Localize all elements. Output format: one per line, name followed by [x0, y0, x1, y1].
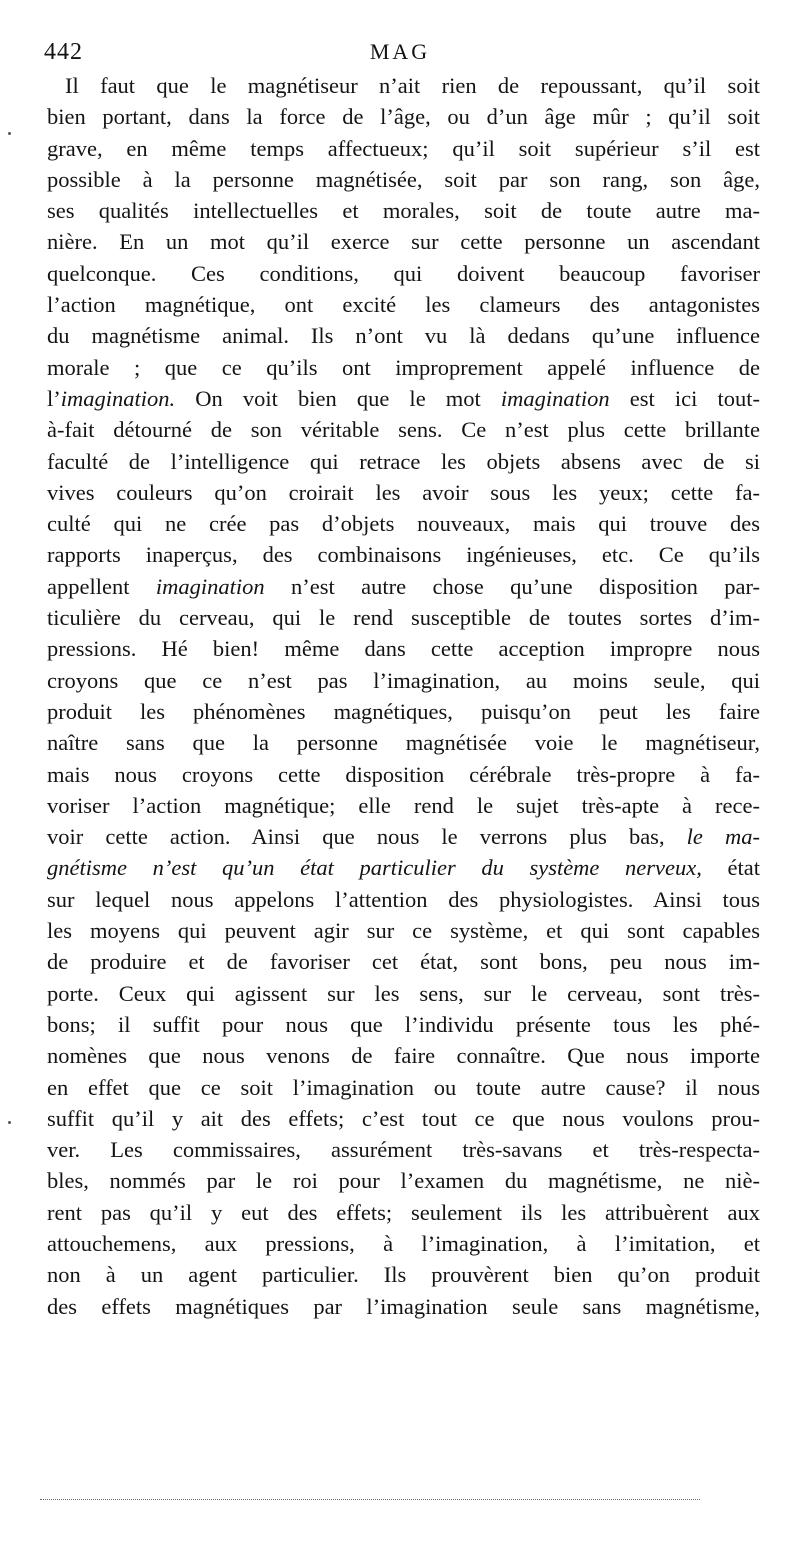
text-line	[47, 133, 760, 164]
text-segment: culté qui ne crée pas d’objets nouveaux, mais qui trouve des	[47, 511, 760, 537]
text-segment: voir cette action. Ainsi que nous le verrons plus bas,	[47, 824, 687, 850]
text-segment: ticulière du cerveau, qui le rend susceptible de toutes sortes d’im-	[47, 605, 760, 631]
text-segment: vives couleurs qu’on croirait les avoir sous les yeux; cette fa-	[47, 479, 760, 505]
italic-text: imagination.	[60, 385, 176, 411]
italic-text: gnétisme n’est qu’un état particulier du système nerveux,	[47, 855, 702, 881]
text-line	[47, 759, 760, 790]
text-segment: à-fait détourné de son véritable sens. Ce n’est plus cette brillante	[47, 417, 760, 443]
italic-text: imagination	[155, 573, 265, 599]
text-segment: rapports inaperçus, des combinaisons ingénieuses, etc. Ce qu’ils	[47, 542, 760, 568]
text-line	[47, 978, 760, 1009]
text-line	[47, 727, 760, 758]
text-segment: croyons que ce n’est pas l’imagination, au moins seule, qui	[47, 667, 760, 693]
text-segment: bles, nommés par le roi pour l’examen du magnétisme, ne niè-	[47, 1168, 760, 1194]
text-segment: ses qualités intellectuelles et morales, soit de toute autre ma-	[47, 198, 760, 224]
text-segment: attouchemens, aux pressions, à l’imagination, à l’imitation, et	[47, 1230, 760, 1256]
running-head: MAG	[369, 39, 431, 64]
text-segment: porte. Ceux qui agissent sur les sens, sur le cerveau, sont très-	[47, 980, 760, 1006]
text-line	[47, 852, 760, 883]
margin-speck	[8, 132, 11, 135]
text-segment: les moyens qui peuvent agir sur ce système, et qui sont capables	[47, 918, 760, 944]
text-segment: morale ; que ce qu’ils ont improprement appelé influence de	[47, 354, 760, 380]
page-header	[0, 36, 800, 68]
text-line	[47, 884, 760, 915]
text-line	[47, 1291, 760, 1322]
text-segment: non à un agent particulier. Ils prouvèrent bien qu’on produit	[47, 1262, 760, 1288]
text-segment: nière. En un mot qu’il exerce sur cette personne un ascendant	[47, 229, 760, 255]
text-segment: possible à la personne magnétisée, soit par son rang, son âge,	[47, 166, 760, 192]
text-line	[47, 1228, 760, 1259]
text-line	[47, 821, 760, 852]
text-segment: état	[701, 855, 760, 881]
text-segment: produit les phénomènes magnétiques, puisqu’on peut les faire	[47, 698, 760, 724]
text-segment: ver. Les commissaires, assurément très-savans et très-respecta-	[47, 1137, 760, 1163]
text-line	[47, 539, 760, 570]
text-segment: naître sans que la personne magnétisée voie le magnétiseur,	[47, 730, 760, 756]
text-line	[47, 383, 760, 414]
footer-dotted-rule	[40, 1499, 700, 1502]
text-segment: appellent	[47, 573, 156, 599]
text-line	[47, 164, 760, 195]
page-number: 442	[44, 39, 83, 65]
text-segment: de produire et de favoriser cet état, sont bons, peu nous im-	[47, 949, 760, 975]
text-line	[47, 1072, 760, 1103]
italic-text: le ma-	[686, 824, 760, 850]
text-line	[47, 289, 760, 320]
text-line	[47, 226, 760, 257]
text-line	[47, 946, 760, 977]
text-line	[47, 915, 760, 946]
text-segment: faculté de l’intelligence qui retrace les objets absens avec de si	[47, 448, 760, 474]
text-line	[47, 258, 760, 289]
text-segment: l’action magnétique, ont excité les clameurs des antagonistes	[47, 292, 760, 318]
text-line	[47, 508, 760, 539]
italic-text: imagination	[500, 385, 610, 411]
body-paragraph	[47, 70, 760, 1322]
text-segment: en effet que ce soit l’imagination ou toute autre cause? il nous	[47, 1074, 760, 1100]
text-segment: nomènes que nous venons de faire connaître. Que nous importe	[47, 1043, 760, 1069]
text-line	[47, 602, 760, 633]
text-segment: On voit bien que le mot imagination est ici tout-	[175, 385, 760, 411]
text-segment: l’	[47, 385, 61, 411]
text-line	[47, 446, 760, 477]
text-line	[47, 1197, 760, 1228]
text-line	[47, 1259, 760, 1290]
text-segment: quelconque. Ces conditions, qui doivent beaucoup favoriser	[47, 260, 760, 286]
text-segment: des effets magnétiques par l’imagination seule sans magnétisme,	[47, 1293, 760, 1319]
text-segment: Il faut que le magnétiseur n’ait rien de repoussant, qu’il soit	[65, 73, 760, 98]
text-segment: pressions. Hé bien! même dans cette acception impropre nous	[47, 636, 760, 662]
text-line	[47, 320, 760, 351]
text-segment: du magnétisme animal. Ils n’ont vu là dedans qu’une influence	[47, 323, 760, 349]
text-line	[47, 633, 760, 664]
text-line	[47, 1009, 760, 1040]
text-line	[47, 571, 760, 602]
text-line	[47, 70, 760, 101]
text-segment: bien portant, dans la force de l’âge, ou d’un âge mûr ; qu’il soit	[47, 104, 760, 130]
text-line	[47, 477, 760, 508]
text-segment: n’est autre chose qu’une disposition par-	[264, 573, 760, 599]
text-line	[47, 790, 760, 821]
text-segment: grave, en même temps affectueux; qu’il soit supérieur s’il est	[47, 135, 760, 161]
text-line	[47, 1165, 760, 1196]
text-line	[47, 414, 760, 445]
text-segment: mais nous croyons cette disposition cérébrale très-propre à fa-	[47, 761, 760, 787]
text-segment: suffit qu’il y ait des effets; c’est tout ce que nous voulons prou-	[47, 1105, 760, 1131]
text-line	[47, 1134, 760, 1165]
text-line	[47, 1040, 760, 1071]
text-line	[47, 1103, 760, 1134]
text-line	[47, 665, 760, 696]
text-line	[47, 696, 760, 727]
text-segment: rent pas qu’il y eut des effets; seulement ils les attribuèrent aux	[47, 1199, 760, 1225]
text-segment: bons; il suffit pour nous que l’individu présente tous les phé-	[47, 1011, 760, 1037]
text-line	[47, 195, 760, 226]
text-line	[47, 352, 760, 383]
text-line	[47, 101, 760, 132]
margin-speck	[8, 1121, 11, 1124]
text-segment: sur lequel nous appelons l’attention des physiologistes. Ainsi tous	[47, 886, 760, 912]
text-segment: voriser l’action magnétique; elle rend le sujet très-apte à rece-	[47, 792, 760, 818]
